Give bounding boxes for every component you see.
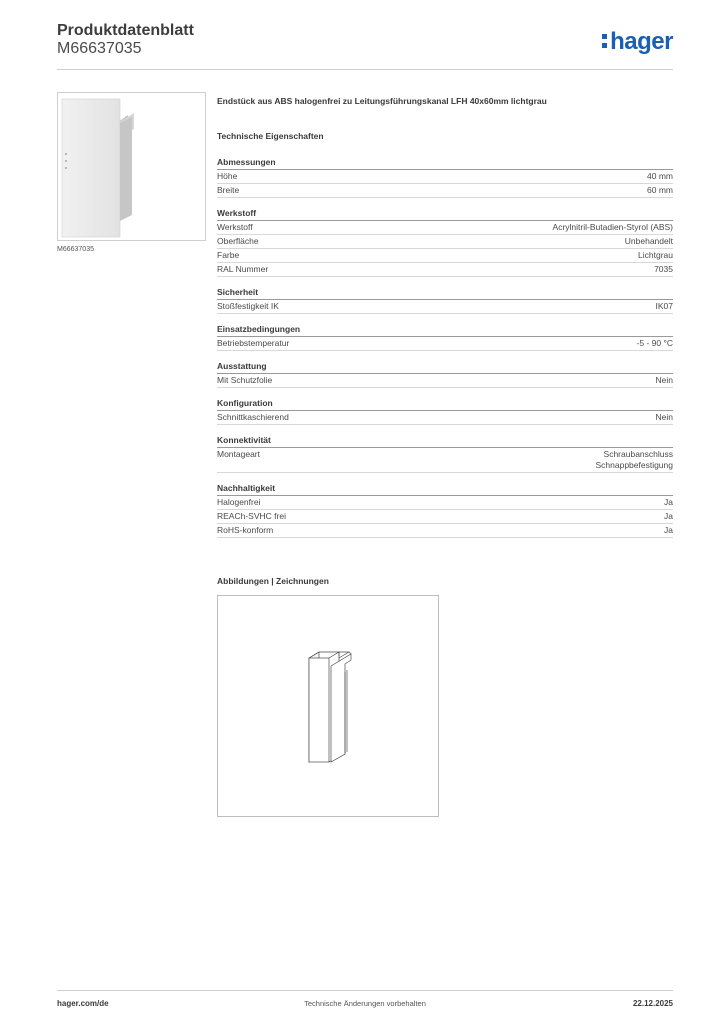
property-section bbox=[217, 157, 673, 198]
property-row bbox=[217, 337, 673, 351]
property-section bbox=[217, 208, 673, 277]
property-value bbox=[656, 301, 674, 312]
property-value-line: Nein bbox=[655, 375, 673, 385]
property-label: Montageart bbox=[217, 449, 260, 459]
property-label: RAL Nummer bbox=[217, 264, 269, 274]
property-row bbox=[217, 263, 673, 277]
property-value bbox=[647, 171, 673, 182]
property-value bbox=[664, 497, 673, 508]
section-title: Konnektivität bbox=[217, 435, 673, 448]
property-row bbox=[217, 184, 673, 198]
product-thumbnail bbox=[57, 92, 206, 241]
property-label: RoHS-konform bbox=[217, 525, 274, 535]
property-row bbox=[217, 170, 673, 184]
property-row bbox=[217, 235, 673, 249]
property-value-line: Schnappbefestigung bbox=[595, 460, 673, 470]
section-title: Abmessungen bbox=[217, 157, 673, 170]
property-value-line: 40 mm bbox=[647, 171, 673, 181]
property-value-line: 7035 bbox=[654, 264, 673, 274]
section-title: Ausstattung bbox=[217, 361, 673, 374]
property-value bbox=[664, 511, 673, 522]
property-value bbox=[647, 185, 673, 196]
property-label: Halogenfrei bbox=[217, 497, 261, 507]
property-section bbox=[217, 287, 673, 314]
logo-dots-icon bbox=[602, 34, 607, 48]
page-header bbox=[57, 20, 673, 70]
property-value-line: Acrylnitril-Butadien-Styrol (ABS) bbox=[552, 222, 673, 232]
section-title: Sicherheit bbox=[217, 287, 673, 300]
thumbnail-caption: M66637035 bbox=[57, 246, 94, 253]
end-cap-photo-icon bbox=[58, 93, 205, 240]
property-row bbox=[217, 300, 673, 314]
hager-logo bbox=[602, 28, 673, 56]
property-value-line: Ja bbox=[664, 511, 673, 521]
property-label: Werkstoff bbox=[217, 222, 253, 232]
property-value-line: -5 - 90 °C bbox=[636, 338, 673, 348]
property-label: Stoßfestigkeit IK bbox=[217, 301, 279, 311]
property-value-line: Ja bbox=[664, 525, 673, 535]
property-section bbox=[217, 435, 673, 473]
property-label: REACh-SVHC frei bbox=[217, 511, 286, 521]
property-row bbox=[217, 411, 673, 425]
property-section bbox=[217, 361, 673, 388]
section-title: Werkstoff bbox=[217, 208, 673, 221]
property-value-line: Nein bbox=[655, 412, 673, 422]
property-value-line: Schraubanschluss bbox=[603, 449, 673, 459]
property-label: Mit Schutzfolie bbox=[217, 375, 273, 385]
property-label: Schnittkaschierend bbox=[217, 412, 289, 422]
properties-list bbox=[217, 157, 673, 538]
property-value-line: Unbehandelt bbox=[624, 236, 673, 246]
property-label: Breite bbox=[217, 185, 240, 195]
property-label: Oberfläche bbox=[217, 236, 259, 246]
property-value-line: Ja bbox=[664, 497, 673, 507]
property-value-line: IK07 bbox=[655, 301, 673, 311]
property-row bbox=[217, 448, 673, 473]
property-value bbox=[638, 250, 673, 261]
property-value bbox=[656, 412, 673, 423]
drawings-heading: Abbildungen | Zeichnungen bbox=[217, 576, 329, 586]
footer-website: hager.com/de bbox=[57, 999, 109, 1008]
technical-properties-heading: Technische Eigenschaften bbox=[217, 131, 324, 141]
property-label: Höhe bbox=[217, 171, 238, 181]
footer-notice: Technische Änderungen vorbehalten bbox=[304, 999, 426, 1008]
property-label: Betriebstemperatur bbox=[217, 338, 290, 348]
property-value-line: 60 mm bbox=[647, 185, 673, 195]
property-section bbox=[217, 398, 673, 425]
property-section bbox=[217, 483, 673, 538]
property-row bbox=[217, 496, 673, 510]
technical-drawing bbox=[217, 595, 439, 817]
property-value bbox=[637, 338, 673, 349]
property-row bbox=[217, 221, 673, 235]
page-footer bbox=[57, 990, 673, 1014]
product-content bbox=[217, 96, 673, 548]
section-title: Einsatzbedingungen bbox=[217, 324, 673, 337]
property-value bbox=[664, 525, 673, 536]
property-row bbox=[217, 249, 673, 263]
property-label: Farbe bbox=[217, 250, 240, 260]
property-value bbox=[595, 449, 673, 471]
document-title: Produktdatenblatt bbox=[57, 22, 194, 39]
property-value bbox=[656, 375, 673, 386]
property-section bbox=[217, 324, 673, 351]
end-cap-line-drawing-icon bbox=[218, 596, 438, 816]
product-description: Endstück aus ABS halogenfrei zu Leitungsführungskanal LFH 40x60mm lichtgrau bbox=[217, 96, 547, 106]
logo-text: hager bbox=[610, 28, 673, 55]
product-number: M66637035 bbox=[57, 40, 142, 57]
footer-date: 22.12.2025 bbox=[632, 999, 673, 1008]
property-value bbox=[625, 236, 673, 247]
property-row bbox=[217, 374, 673, 388]
property-value bbox=[553, 222, 673, 233]
section-title: Konfiguration bbox=[217, 398, 673, 411]
property-value-line: Lichtgrau bbox=[638, 250, 673, 260]
property-row bbox=[217, 524, 673, 538]
property-row bbox=[217, 510, 673, 524]
property-value bbox=[654, 264, 673, 275]
section-title: Nachhaltigkeit bbox=[217, 483, 673, 496]
